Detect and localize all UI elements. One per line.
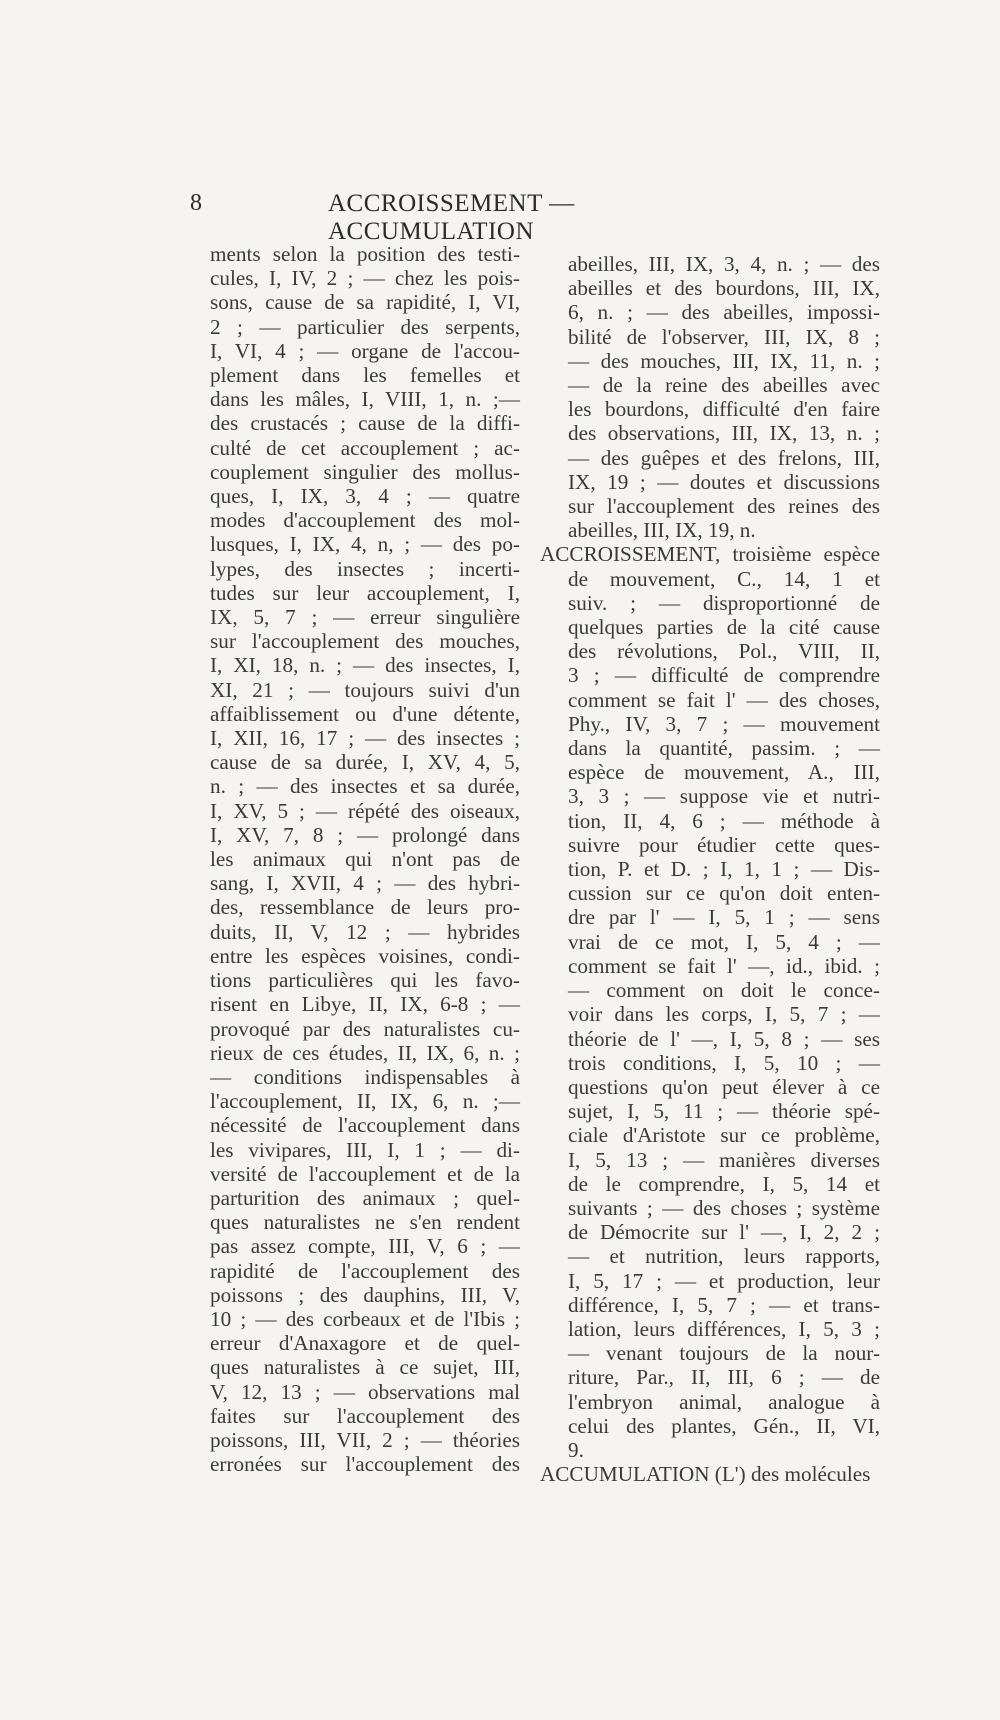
text-line: voir dans les corps, I, 5, 7 ; — [568,1002,880,1027]
running-head: ACCROISSEMENT — ACCUMULATION [328,190,575,245]
text-line: I, XII, 16, 17 ; — des insectes ; [210,726,520,751]
text-line: I, VI, 4 ; — organe de l'accou- [210,338,520,363]
text-line: plement dans les femelles et [210,363,520,388]
text-line: ciale d'Aristote sur ce problème, [568,1123,880,1148]
text-line: l'embryon animal, analogue à [568,1389,880,1414]
text-line: ACCROISSEMENT, troisième espèce [540,542,880,567]
text-line: 3 ; — difficulté de comprendre [568,663,880,688]
text-line: XI, 21 ; — toujours suivi d'un [210,677,520,702]
text-line: trois conditions, I, 5, 10 ; — [568,1050,880,1075]
text-line: riture, Par., II, III, 6 ; — de [568,1365,880,1390]
text-line: abeilles, III, IX, 3, 4, n. ; — des [568,252,880,276]
text-line: suivre pour étudier cette ques- [568,832,880,857]
text-line: de Démocrite sur l' —, I, 2, 2 ; [568,1220,880,1245]
text-line: duits, II, V, 12 ; — hybrides [210,919,520,944]
text-line: Phy., IV, 3, 7 ; — mouvement [568,711,880,736]
text-line: dans la quantité, passim. ; — [568,736,880,761]
text-line: bilité de l'observer, III, IX, 8 ; [568,324,880,349]
text-line: sang, I, XVII, 4 ; — des hybri- [210,871,520,896]
text-line: — venant toujours de la nour- [568,1341,880,1366]
text-line: — et nutrition, leurs rapports, [568,1244,880,1269]
text-line: pas assez compte, III, V, 6 ; — [210,1234,520,1259]
text-line: suiv. ; — disproportionné de [568,590,880,615]
text-line: rieux de ces études, II, IX, 6, n. ; [210,1040,520,1065]
text-line: culté de cet accouplement ; ac- [210,435,520,460]
text-line: 10 ; — des corbeaux et de l'Ibis ; [210,1306,520,1331]
text-line: — conditions indispensables à [210,1064,520,1089]
text-line: ques, I, IX, 3, 4 ; — quatre [210,484,520,509]
text-line: ACCUMULATION (L') des molécules [540,1462,871,1487]
text-line: de le comprendre, I, 5, 14 et [568,1171,880,1196]
text-line: lation, leurs différences, I, 5, 3 ; [568,1316,880,1341]
text-line: provoqué par des naturalistes cu- [210,1016,520,1041]
text-line: comment se fait l' —, id., ibid. ; [568,953,880,978]
text-line: erreur d'Anaxagore et de quel- [210,1331,520,1356]
text-line: I, 5, 17 ; — et production, leur [568,1268,880,1293]
text-line: suivants ; — des choses ; système [568,1195,880,1220]
text-line: poissons ; des dauphins, III, V, [210,1282,520,1307]
text-line: — des mouches, III, IX, 11, n. ; [568,348,880,373]
text-line: I, XV, 5 ; — répété des oiseaux, [210,798,520,823]
text-line: V, 12, 13 ; — observations mal [210,1379,520,1404]
text-line: poissons, III, VII, 2 ; — théories [210,1427,520,1452]
text-line: ques naturalistes ne s'en rendent [210,1210,520,1235]
text-line: affaiblissement ou d'une détente, [210,701,520,726]
text-line: des révolutions, Pol., VIII, II, [568,639,880,664]
text-line: les bourdons, difficulté d'en faire [568,397,880,422]
text-line: IX, 5, 7 ; — erreur singulière [210,605,520,630]
text-line: lypes, des insectes ; incerti- [210,556,520,581]
text-line: versité de l'accouplement et de la [210,1161,520,1186]
left-column [210,242,520,1476]
text-line: l'accouplement, II, IX, 6, n. ;— [210,1089,520,1114]
text-line: I, XV, 7, 8 ; — prolongé dans [210,822,520,847]
text-line: celui des plantes, Gén., II, VI, [568,1413,880,1438]
text-line: ques naturalistes à ce sujet, III, [210,1355,520,1380]
text-line: — de la reine des abeilles avec [568,373,880,398]
text-line: dre par l' — I, 5, 1 ; — sens [568,905,880,930]
text-line: couplement singulier des mollus- [210,459,520,484]
text-line: erronées sur l'accouplement des [210,1452,520,1477]
text-line: cussion sur ce qu'on doit enten- [568,881,880,906]
text-line: parturition des animaux ; quel- [210,1185,520,1210]
text-line: IX, 19 ; — doutes et discussions [568,469,880,494]
page-header [190,190,750,245]
text-line: vrai de ce mot, I, 5, 4 ; — [568,929,880,954]
text-line: questions qu'on peut élever à ce [568,1074,880,1099]
text-line: quelques parties de la cité cause [568,615,880,640]
text-line: les vivipares, III, I, 1 ; — di- [210,1137,520,1162]
text-line: faites sur l'accouplement des [210,1403,520,1428]
text-line: rapidité de l'accouplement des [210,1258,520,1283]
text-line: cules, I, IV, 2 ; — chez les pois- [210,266,520,291]
text-line: risent en Libye, II, IX, 6-8 ; — [210,992,520,1017]
text-line: n. ; — des insectes et sa durée, [210,774,520,799]
text-line: sur l'accouplement des mouches, [210,629,520,654]
text-line: I, 5, 13 ; — manières diverses [568,1147,880,1172]
text-line: lusques, I, IX, 4, n, ; — des po- [210,532,520,557]
text-line: 3, 3 ; — suppose vie et nutri- [568,784,880,809]
text-line: sur l'accouplement des reines des [568,494,880,519]
text-line: I, XI, 18, n. ; — des insectes, I, [210,653,520,678]
text-line: tudes sur leur accouplement, I, [210,580,520,605]
text-line: nécessité de l'accouplement dans [210,1113,520,1138]
text-line: cause de sa durée, I, XV, 4, 5, [210,750,520,775]
text-line: théorie de l' —, I, 5, 8 ; — ses [568,1026,880,1051]
text-line: sujet, I, 5, 11 ; — théorie spé- [568,1099,880,1124]
text-line: 6, n. ; — des abeilles, impossi- [568,300,880,325]
text-line: — comment on doit le conce- [568,978,880,1003]
text-line: abeilles et des bourdons, III, IX, [568,276,880,301]
text-line: sons, cause de sa rapidité, I, VI, [210,290,520,315]
text-line: ments selon la position des testi- [210,242,520,266]
text-line: différence, I, 5, 7 ; — et trans- [568,1292,880,1317]
text-line: modes d'accouplement des mol- [210,508,520,533]
text-line: des observations, III, IX, 13, n. ; [568,421,880,446]
text-line: entre les espèces voisines, condi- [210,943,520,968]
text-line: les animaux qui n'ont pas de [210,847,520,872]
text-line: des, ressemblance de leurs pro- [210,895,520,920]
text-line: comment se fait l' — des choses, [568,687,880,712]
text-line: abeilles, III, IX, 19, n. [568,518,756,543]
page-number: 8 [190,190,202,216]
text-line: tions particulières qui les favo- [210,968,520,993]
text-line: espèce de mouvement, A., III, [568,760,880,785]
text-line: tion, P. et D. ; I, 1, 1 ; — Dis- [568,857,880,882]
right-column [540,252,880,1486]
text-line: de mouvement, C., 14, 1 et [568,566,880,591]
text-line: 9. [568,1437,584,1462]
text-line: — des guêpes et des frelons, III, [568,445,880,470]
text-line: 2 ; — particulier des serpents, [210,314,520,339]
text-line: des crustacés ; cause de la diffi- [210,411,520,436]
text-line: dans les mâles, I, VIII, 1, n. ;— [210,387,520,412]
text-line: tion, II, 4, 6 ; — méthode à [568,808,880,833]
